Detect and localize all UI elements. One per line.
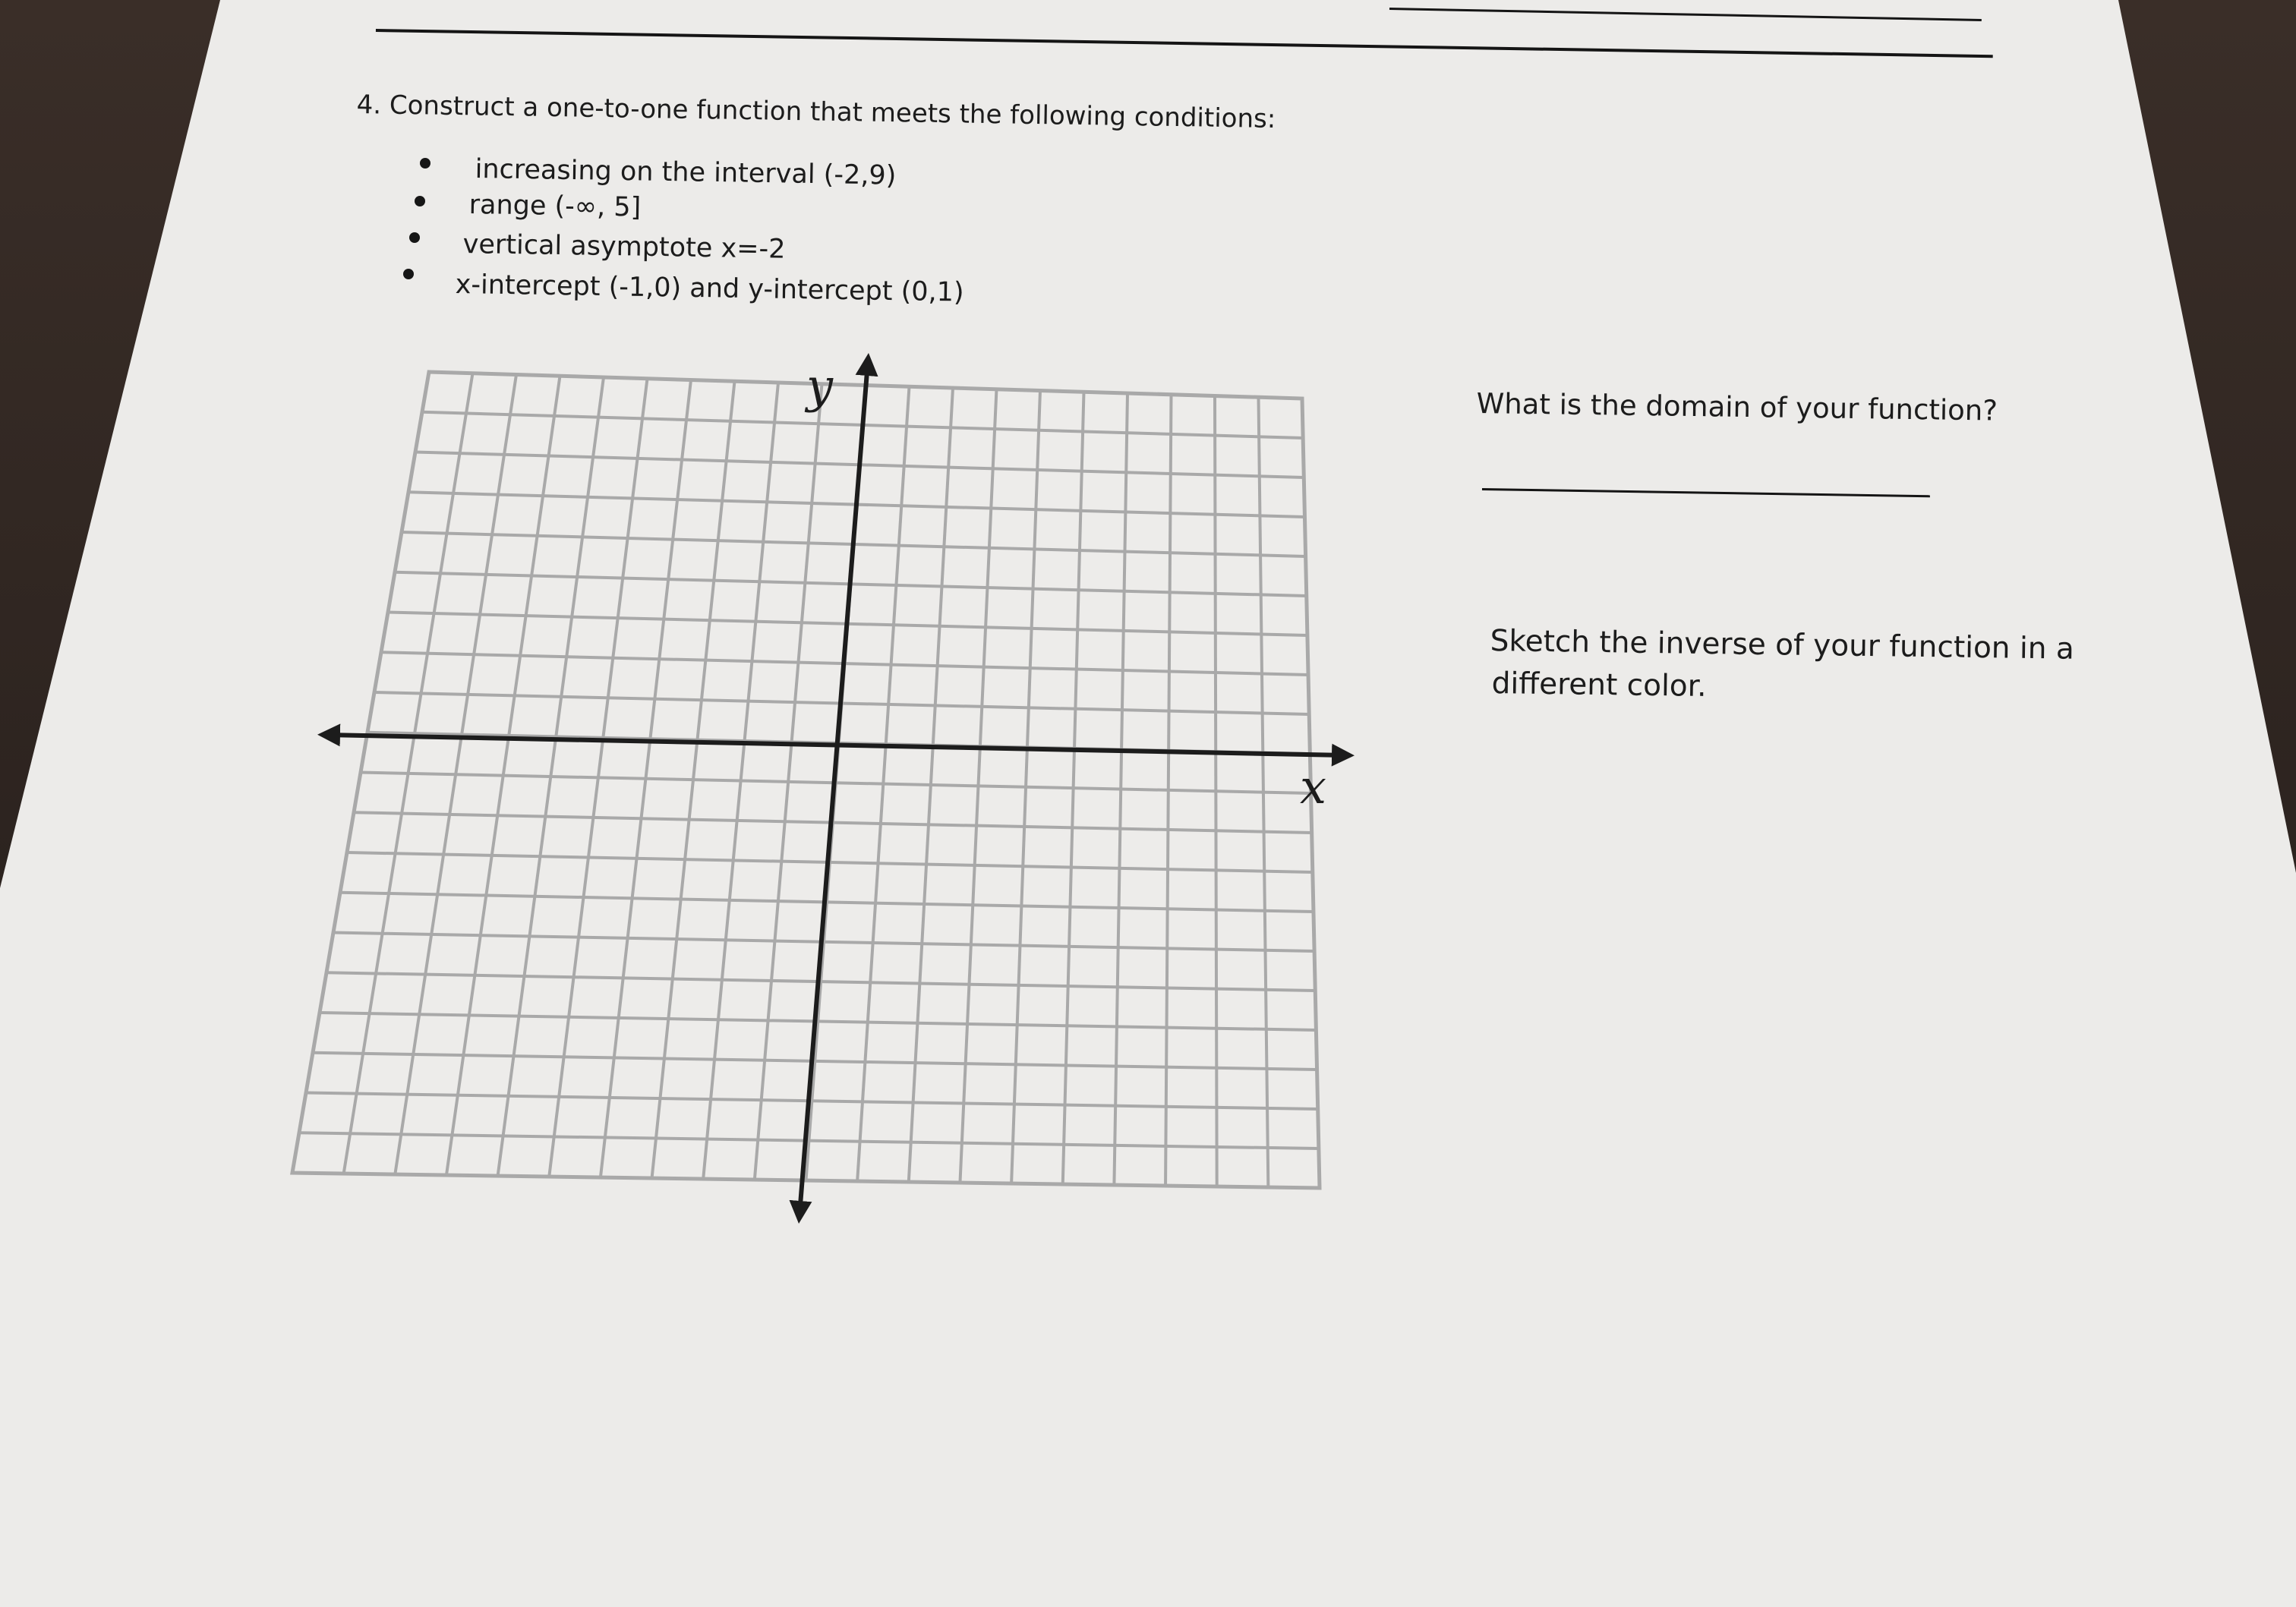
y-axis-label: y	[806, 358, 834, 414]
x-axis-label: x	[1300, 759, 1326, 815]
condition-range: range (-∞, 5]	[468, 190, 642, 223]
domain-question: What is the domain of your function?	[1476, 387, 1998, 427]
question-number: 4.	[356, 90, 382, 121]
sketch-instruction-line-1: Sketch the inverse of your function in a	[1490, 624, 2075, 666]
sketch-instruction-line-2: different color.	[1491, 666, 1707, 704]
condition-asymptote: vertical asymptote x=-2	[462, 229, 786, 265]
condition-increasing: increasing on the interval (-2,9)	[475, 154, 897, 191]
condition-intercepts: x-intercept (-1,0) and y-intercept (0,1)	[455, 269, 964, 308]
grid-line-vertical	[1215, 396, 1217, 1187]
question-text: Construct a one-to-one function that meets the following conditions:	[389, 90, 1276, 135]
